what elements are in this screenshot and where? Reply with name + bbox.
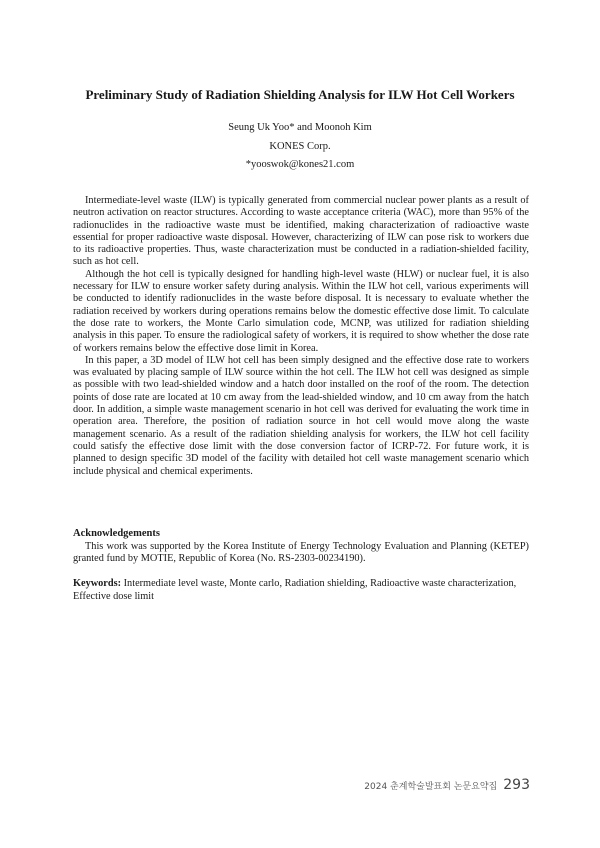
body-paragraph-2: Although the hot cell is typically designed for handling high-level waste (HLW) or nuclear fuel, it is also necessary for ILW to ensure worker safety during analysis. Within the ILW hot cell, various experiments will be conducted to identify radionuclides in the waste before disposal. It is necessary to evaluate whether the radiation received by workers during operations remains below the domestic effective dose limit. To calculate the dose rate to workers, the Monte Carlo simulation code, MCNP, was utilized for radiation shielding analysis in this paper. To ensure the radiological safety of workers, it is required to show whether the dose rate of workers remains below the effective dose limit in Korea. bbox=[73, 268, 529, 354]
affiliation: KONES Corp. bbox=[269, 141, 331, 152]
author-list: Seung Uk Yoo* and Moonoh Kim bbox=[228, 122, 372, 133]
page-number: 293 bbox=[503, 777, 530, 793]
page-footer bbox=[364, 777, 530, 793]
acknowledgements-heading: Acknowledgements bbox=[73, 528, 160, 539]
abstract-body bbox=[73, 195, 529, 478]
paper-title: Preliminary Study of Radiation Shielding Analysis for ILW Hot Cell Workers bbox=[85, 87, 515, 102]
body-paragraph-1: Intermediate-level waste (ILW) is typically generated from commercial nuclear power plants as a result of neutron activation on reactor structures. According to waste acceptance criteria (WAC), more than 95% of the radionuclides in the radioactive waste must be identified, making characterization of radioactive waste essential for proper radioactive waste disposal. However, characterizing of ILW can pose risk to workers due to its radioactive properties. Thus, waste characterization must be conducted in a radiation-shielded facility, such as hot cell. bbox=[73, 195, 529, 268]
body-paragraph-3: In this paper, a 3D model of ILW hot cell has been simply designed and the effective dose rate to workers was evaluated by placing sample of ILW source within the hot cell. The ILW hot cell was designed as simple as possible with two lead-shielded window and a hatch door installed on the roof of the room. The detection points of dose rate are located at 10 cm away from the lead-shielded window, and 10 cm away from the hatch door. In addition, a simple waste management scenario in hot cell was derived for evaluating the work time in operation area. Therefore, the position of radiation source in hot cell would move along the waste management scenario. As a result of the radiation shielding analysis for workers, the ILW hot cell facility could satisfy the effective dose limit with the dose conversion factor of ICRP-72. For future work, it is planned to design specific 3D model of the facility with detailed hot cell waste management scenario which include physical and chemical experiments. bbox=[73, 354, 529, 477]
acknowledgements-text: This work was supported by the Korea Institute of Energy Technology Evaluation and Planning (KETEP) granted fund by MOTIE, Republic of Korea (No. RS-2303-00234190). bbox=[73, 541, 529, 565]
keywords-label: Keywords: bbox=[73, 578, 122, 589]
author-email: *yooswok@kones21.com bbox=[245, 159, 355, 170]
keywords-section bbox=[73, 578, 531, 603]
keywords-text: Intermediate level waste, Monte carlo, Radiation shielding, Radioactive waste characterization, Effective dose limit bbox=[73, 578, 517, 602]
proceedings-name: 2024 춘계학술발표회 논문요약집 bbox=[364, 782, 498, 792]
